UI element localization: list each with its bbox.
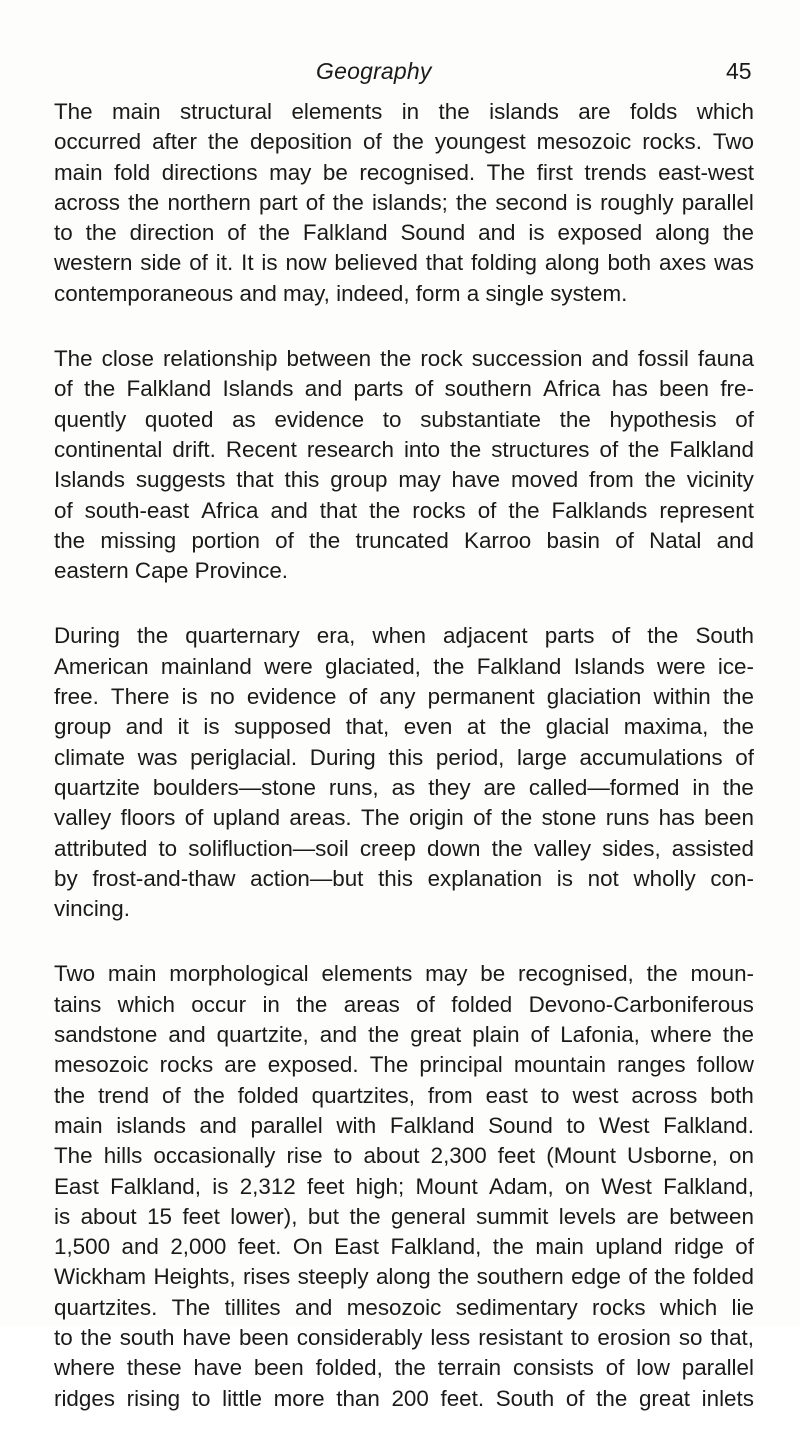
paragraph xyxy=(54,621,754,924)
text-line: main islands and parallel with Falkland Sound to West Falkland. xyxy=(54,1112,754,1138)
text-line: quartzite boulders—stone runs, as they are called—formed in the xyxy=(54,774,754,800)
text-line: quartzites. The tillites and mesozoic sedimentary rocks which lie xyxy=(54,1294,754,1320)
text-line: western side of it. It is now believed that folding along both axes was xyxy=(54,250,754,276)
text-line: the trend of the folded quartzites, from east to west across both xyxy=(54,1082,754,1108)
text-line: valley floors of upland areas. The origin of the stone runs has been xyxy=(54,805,754,831)
text-line: climate was periglacial. During this period, large accumulations of xyxy=(54,744,754,770)
text-line: sandstone and quartzite, and the great plain of Lafonia, where the xyxy=(54,1022,754,1048)
page-number: 45 xyxy=(726,58,752,84)
text-line: eastern Cape Province. xyxy=(54,558,288,584)
text-line: across the northern part of the islands; the second is roughly parallel xyxy=(54,189,754,215)
running-head xyxy=(0,58,800,88)
text-line: to the direction of the Falkland Sound and is exposed along the xyxy=(54,220,754,246)
text-line: where these have been folded, the terrain consists of low parallel xyxy=(54,1355,754,1381)
text-line: American mainland were glaciated, the Falkland Islands were ice- xyxy=(54,653,754,679)
text-line: contemporaneous and may, indeed, form a single system. xyxy=(54,280,628,306)
running-title: Geography xyxy=(316,58,432,84)
text-line: tains which occur in the areas of folded Devono-Carboniferous xyxy=(54,991,754,1017)
text-line: ridges rising to little more than 200 feet. South of the great inlets xyxy=(54,1385,754,1411)
text-line: vincing. xyxy=(54,896,130,922)
text-line: main fold directions may be recognised. The first trends east-west xyxy=(54,159,754,185)
text-line: occurred after the deposition of the youngest mesozoic rocks. Two xyxy=(54,129,754,155)
paragraph xyxy=(54,959,754,1413)
text-line: by frost-and-thaw action—but this explanation is not wholly con- xyxy=(54,865,754,891)
text-line: During the quarternary era, when adjacent parts of the South xyxy=(54,623,754,649)
text-line: group and it is supposed that, even at the glacial maxima, the xyxy=(54,714,754,740)
text-line: 1,500 and 2,000 feet. On East Falkland, the main upland ridge of xyxy=(54,1234,754,1260)
text-line: The main structural elements in the islands are folds which xyxy=(54,99,754,124)
text-line: The close relationship between the rock succession and fossil fauna xyxy=(54,346,754,372)
text-line: of south-east Africa and that the rocks of the Falklands represent xyxy=(54,497,754,523)
text-line: Two main morphological elements may be recognised, the moun- xyxy=(54,961,754,987)
text-line: The hills occasionally rise to about 2,300 feet (Mount Usborne, on xyxy=(54,1143,754,1169)
paragraph xyxy=(54,344,754,586)
paragraph xyxy=(54,97,754,309)
text-line: Islands suggests that this group may have moved from the vicinity xyxy=(54,467,754,493)
text-line: East Falkland, is 2,312 feet high; Mount Adam, on West Falkland, xyxy=(54,1173,754,1199)
text-line: the missing portion of the truncated Karroo basin of Natal and xyxy=(54,527,754,553)
text-line: is about 15 feet lower), but the general summit levels are between xyxy=(54,1203,754,1229)
text-line: attributed to solifluction—soil creep down the valley sides, assisted xyxy=(54,835,754,861)
text-line: of the Falkland Islands and parts of southern Africa has been fre- xyxy=(54,376,754,402)
body-text xyxy=(54,97,754,1449)
text-line: free. There is no evidence of any permanent glaciation within the xyxy=(54,684,754,710)
text-line: quently quoted as evidence to substantiate the hypothesis of xyxy=(54,406,754,432)
text-line: mesozoic rocks are exposed. The principal mountain ranges follow xyxy=(54,1052,754,1078)
text-line: Wickham Heights, rises steeply along the southern edge of the folded xyxy=(54,1264,754,1290)
text-line: to the south have been considerably less resistant to erosion so that, xyxy=(54,1324,754,1350)
text-line: continental drift. Recent research into the structures of the Falkland xyxy=(54,436,754,462)
